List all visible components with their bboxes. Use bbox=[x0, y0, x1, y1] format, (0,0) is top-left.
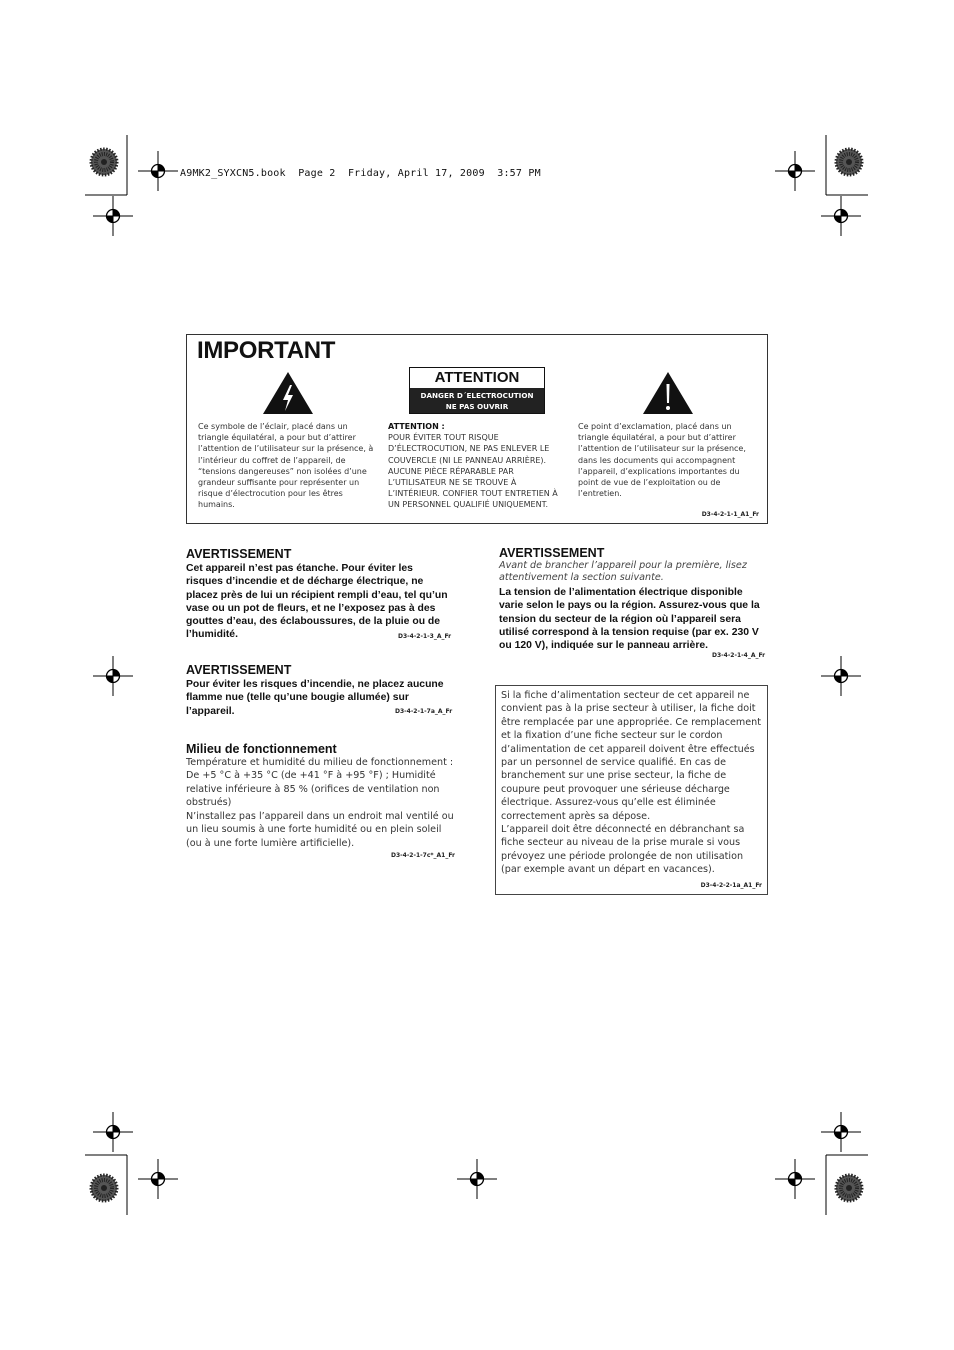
registration-mark-icon bbox=[775, 1159, 815, 1199]
warning2-title: AVERTISSEMENT bbox=[186, 663, 292, 677]
warning2-text: Pour éviter les risques d’incendie, ne placez aucune flamme nue (telle qu’une bougie allumée) sur l’appareil. bbox=[186, 679, 444, 717]
plug-notice-code: D3-4-2-2-1a_A1_Fr bbox=[700, 882, 762, 889]
warning1-text: Cet appareil n’est pas étanche. Pour éviter les risques d’incendie et de décharge électrique, ne placez près de lui un récipient rempli d’eau, tel qu’un vase ou un pot de fleurs, et ne l’exposez pas à des gouttes d’eau, des éclaboussures, de la pluie ou de l’humidité. bbox=[186, 563, 448, 641]
attention-sub-line1: DANGER D´ELECTROCUTION bbox=[420, 391, 534, 400]
attention-word: ATTENTION bbox=[434, 369, 520, 386]
attention-subtext bbox=[410, 388, 544, 413]
registration-mark-icon bbox=[93, 196, 133, 236]
milieu-text1: Température et humidité du milieu de fonctionnement : De +5 °C à +35 °C (de +41 °F à +95 °F) ; Humidité relative inférieure à 85 % (orifices de ventilation non obstrués) bbox=[186, 757, 454, 809]
warning1-title: AVERTISSEMENT bbox=[186, 547, 292, 561]
registration-mark-icon bbox=[821, 1112, 861, 1152]
important-box bbox=[186, 334, 768, 524]
registration-mark-icon bbox=[93, 1112, 133, 1152]
milieu-text2: N’installez pas l’appareil dans un endroit mal ventilé ou un lieu soumis à une forte humidité ou en plein soleil (ou à une forte lumière artificielle). bbox=[186, 811, 454, 849]
registration-mark-icon bbox=[821, 656, 861, 696]
color-target-icon bbox=[91, 1175, 117, 1201]
warning3-title: AVERTISSEMENT bbox=[499, 546, 605, 560]
important-title: IMPORTANT bbox=[197, 337, 336, 364]
attention-label bbox=[409, 367, 545, 414]
registration-mark-icon bbox=[775, 151, 815, 191]
exclamation-explanation: Ce point d’exclamation, placé dans un triangle équilatéral, a pour but d’attirer l’attention de l’utilisateur sur la présence, dans les documents qui accompagnent l’appareil, d’explications importantes du point de vue de l’exploitation ou de l’entretien. bbox=[578, 422, 746, 499]
warning3-text: La tension de l’alimentation électrique disponible varie selon le pays ou la région. Assurez-vous que la tension du secteur de la région où l’appareil sera utilisé correspond à la tension requise (par ex. 230 V ou 120 V), indiquée sur le panneau arrière. bbox=[499, 587, 760, 652]
milieu-title: Milieu de fonctionnement bbox=[186, 742, 337, 756]
registration-mark-icon bbox=[93, 656, 133, 696]
milieu-code: D3-4-2-1-7c*_A1_Fr bbox=[391, 852, 456, 859]
warning3-intro: Avant de brancher l’appareil pour la première, lisez attentivement la section suivante. bbox=[499, 560, 747, 584]
color-target-icon bbox=[836, 1175, 862, 1201]
important-code: D3-4-2-1-1_A1_Fr bbox=[701, 511, 759, 518]
registration-mark-icon bbox=[138, 1159, 178, 1199]
plug-notice-text1: Si la fiche d’alimentation secteur de cet appareil ne convient pas à la prise secteur à utiliser, la fiche doit être remplacée par une appropriée. Ce remplacement et la fixation d’une fiche secteur sur le cordon d’alimentation de cet appareil doivent être effectués par un personnel de service qualifié. En cas de branchement sur une prise secteur, la fiche de coupure peut provoquer une sérieuse décharge électrique. Assurez-vous qu’elle est éliminée correctement après sa dépose. bbox=[501, 690, 761, 822]
lightning-warning-icon bbox=[262, 371, 314, 415]
warning3-code: D3-4-2-1-4_A_Fr bbox=[712, 652, 766, 659]
exclamation-warning-icon bbox=[642, 371, 694, 415]
warning1-code: D3-4-2-1-3_A_Fr bbox=[398, 633, 452, 640]
attention-body: POUR ÉVITER TOUT RISQUE D’ÉLECTROCUTION, NE PAS ENLEVER LE COUVERCLE (NI LE PANNEAU ARRIÈRE). AUCUNE PIÈCE RÉPARABLE PAR L’UTILISATEUR NE SE TROUVE À L’INTÉRIEUR. CONFIER TOUT ENTRETIEN À UN PERSONNEL QUALIFIÉ UNIQUEMENT. bbox=[388, 433, 558, 510]
registration-mark-icon bbox=[457, 1159, 497, 1199]
plug-notice-box bbox=[495, 685, 768, 895]
attention-explanation bbox=[388, 421, 568, 511]
file-info-header: A9MK2_SYXCN5.book Page 2 Friday, April 17, 2009 3:57 PM bbox=[180, 168, 541, 179]
color-target-icon bbox=[836, 149, 862, 175]
attention-sub-line2: NE PAS OUVRIR bbox=[445, 402, 509, 411]
registration-mark-icon bbox=[821, 196, 861, 236]
plug-notice-text bbox=[501, 689, 763, 877]
registration-mark-icon bbox=[138, 151, 178, 191]
attention-title: ATTENTION : bbox=[388, 422, 445, 431]
plug-notice-text2: L’appareil doit être déconnecté en débranchant sa fiche secteur au niveau de la prise murale si vous prévoyez une période prolongée de non utilisation (par exemple avant un départ en vacances). bbox=[501, 824, 745, 876]
color-target-icon bbox=[91, 149, 117, 175]
lightning-explanation: Ce symbole de l’éclair, placé dans un triangle équilatéral, a pour but d’attirer l’attention de l’utilisateur sur la présence, à l’intérieur du coffret de l’appareil, de “tensions dangereuses” non isolées d’une grandeur suffisante pour représenter un risque d’électrocution pour les êtres humains. bbox=[198, 422, 374, 510]
warning2-code: D3-4-2-1-7a_A_Fr bbox=[395, 708, 453, 715]
